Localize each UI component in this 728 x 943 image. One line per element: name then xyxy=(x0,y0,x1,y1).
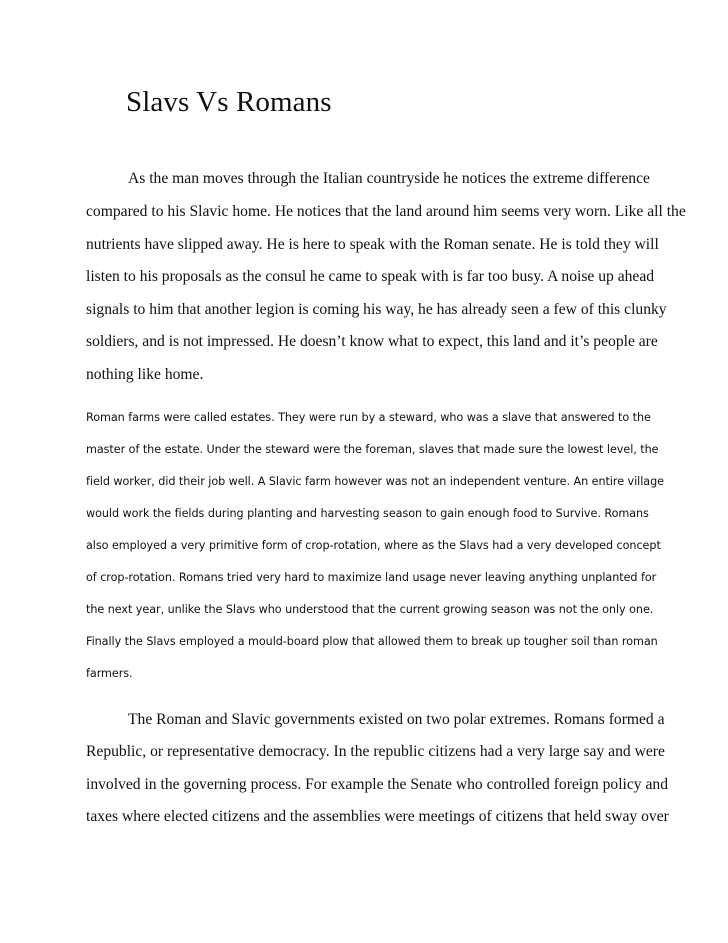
paragraph-2-line: farmers. xyxy=(86,667,133,680)
paragraph-1-line: nothing like home. xyxy=(86,366,204,383)
paragraph-1-line: nutrients have slipped away. He is here to speak with the Roman senate. He is told they will xyxy=(86,236,659,253)
paragraph-3-line: taxes where elected citizens and the assemblies were meetings of citizens that held sway over xyxy=(86,808,669,825)
paragraph-2-line: would work the fields during planting and harvesting season to gain enough food to Survive. Romans xyxy=(86,507,649,520)
paragraph-2-line: of crop-rotation. Romans tried very hard to maximize land usage never leaving anything unplanted for xyxy=(86,571,657,584)
paragraph-2-line: Finally the Slavs employed a mould-board plow that allowed them to break up tougher soil than roman xyxy=(86,635,658,648)
paragraph-2-line: also employed a very primitive form of crop-rotation, where as the Slavs had a very developed concept xyxy=(86,539,661,552)
paragraph-2-line: field worker, did their job well. A Slavic farm however was not an independent venture. An entire village xyxy=(86,475,664,488)
paragraph-1-line: listen to his proposals as the consul he came to speak with is far too busy. A noise up ahead xyxy=(86,268,655,285)
paragraph-2-line: the next year, unlike the Slavs who understood that the current growing season was not the only one. xyxy=(86,603,654,616)
paragraph-1-line: signals to him that another legion is coming his way, he has already seen a few of this clunky xyxy=(86,301,667,318)
paragraph-2-line: Roman farms were called estates. They were run by a steward, who was a slave that answered to the xyxy=(86,411,651,424)
document-title: Slavs Vs Romans xyxy=(126,86,332,118)
paragraph-2-line: master of the estate. Under the steward were the foreman, slaves that made sure the lowest level, the xyxy=(86,443,659,456)
paragraph-1-line: As the man moves through the Italian countryside he notices the extreme difference xyxy=(128,170,650,187)
paragraph-3-line: Republic, or representative democracy. In the republic citizens had a very large say and were xyxy=(86,743,665,760)
paragraph-3-line: The Roman and Slavic governments existed on two polar extremes. Romans formed a xyxy=(128,711,665,728)
paragraph-1-line: soldiers, and is not impressed. He doesn’t know what to expect, this land and it’s people are xyxy=(86,333,658,350)
paragraph-3-line: involved in the governing process. For example the Senate who controlled foreign policy and xyxy=(86,776,669,793)
paragraph-1-line: compared to his Slavic home. He notices that the land around him seems very worn. Like all the xyxy=(86,203,686,220)
